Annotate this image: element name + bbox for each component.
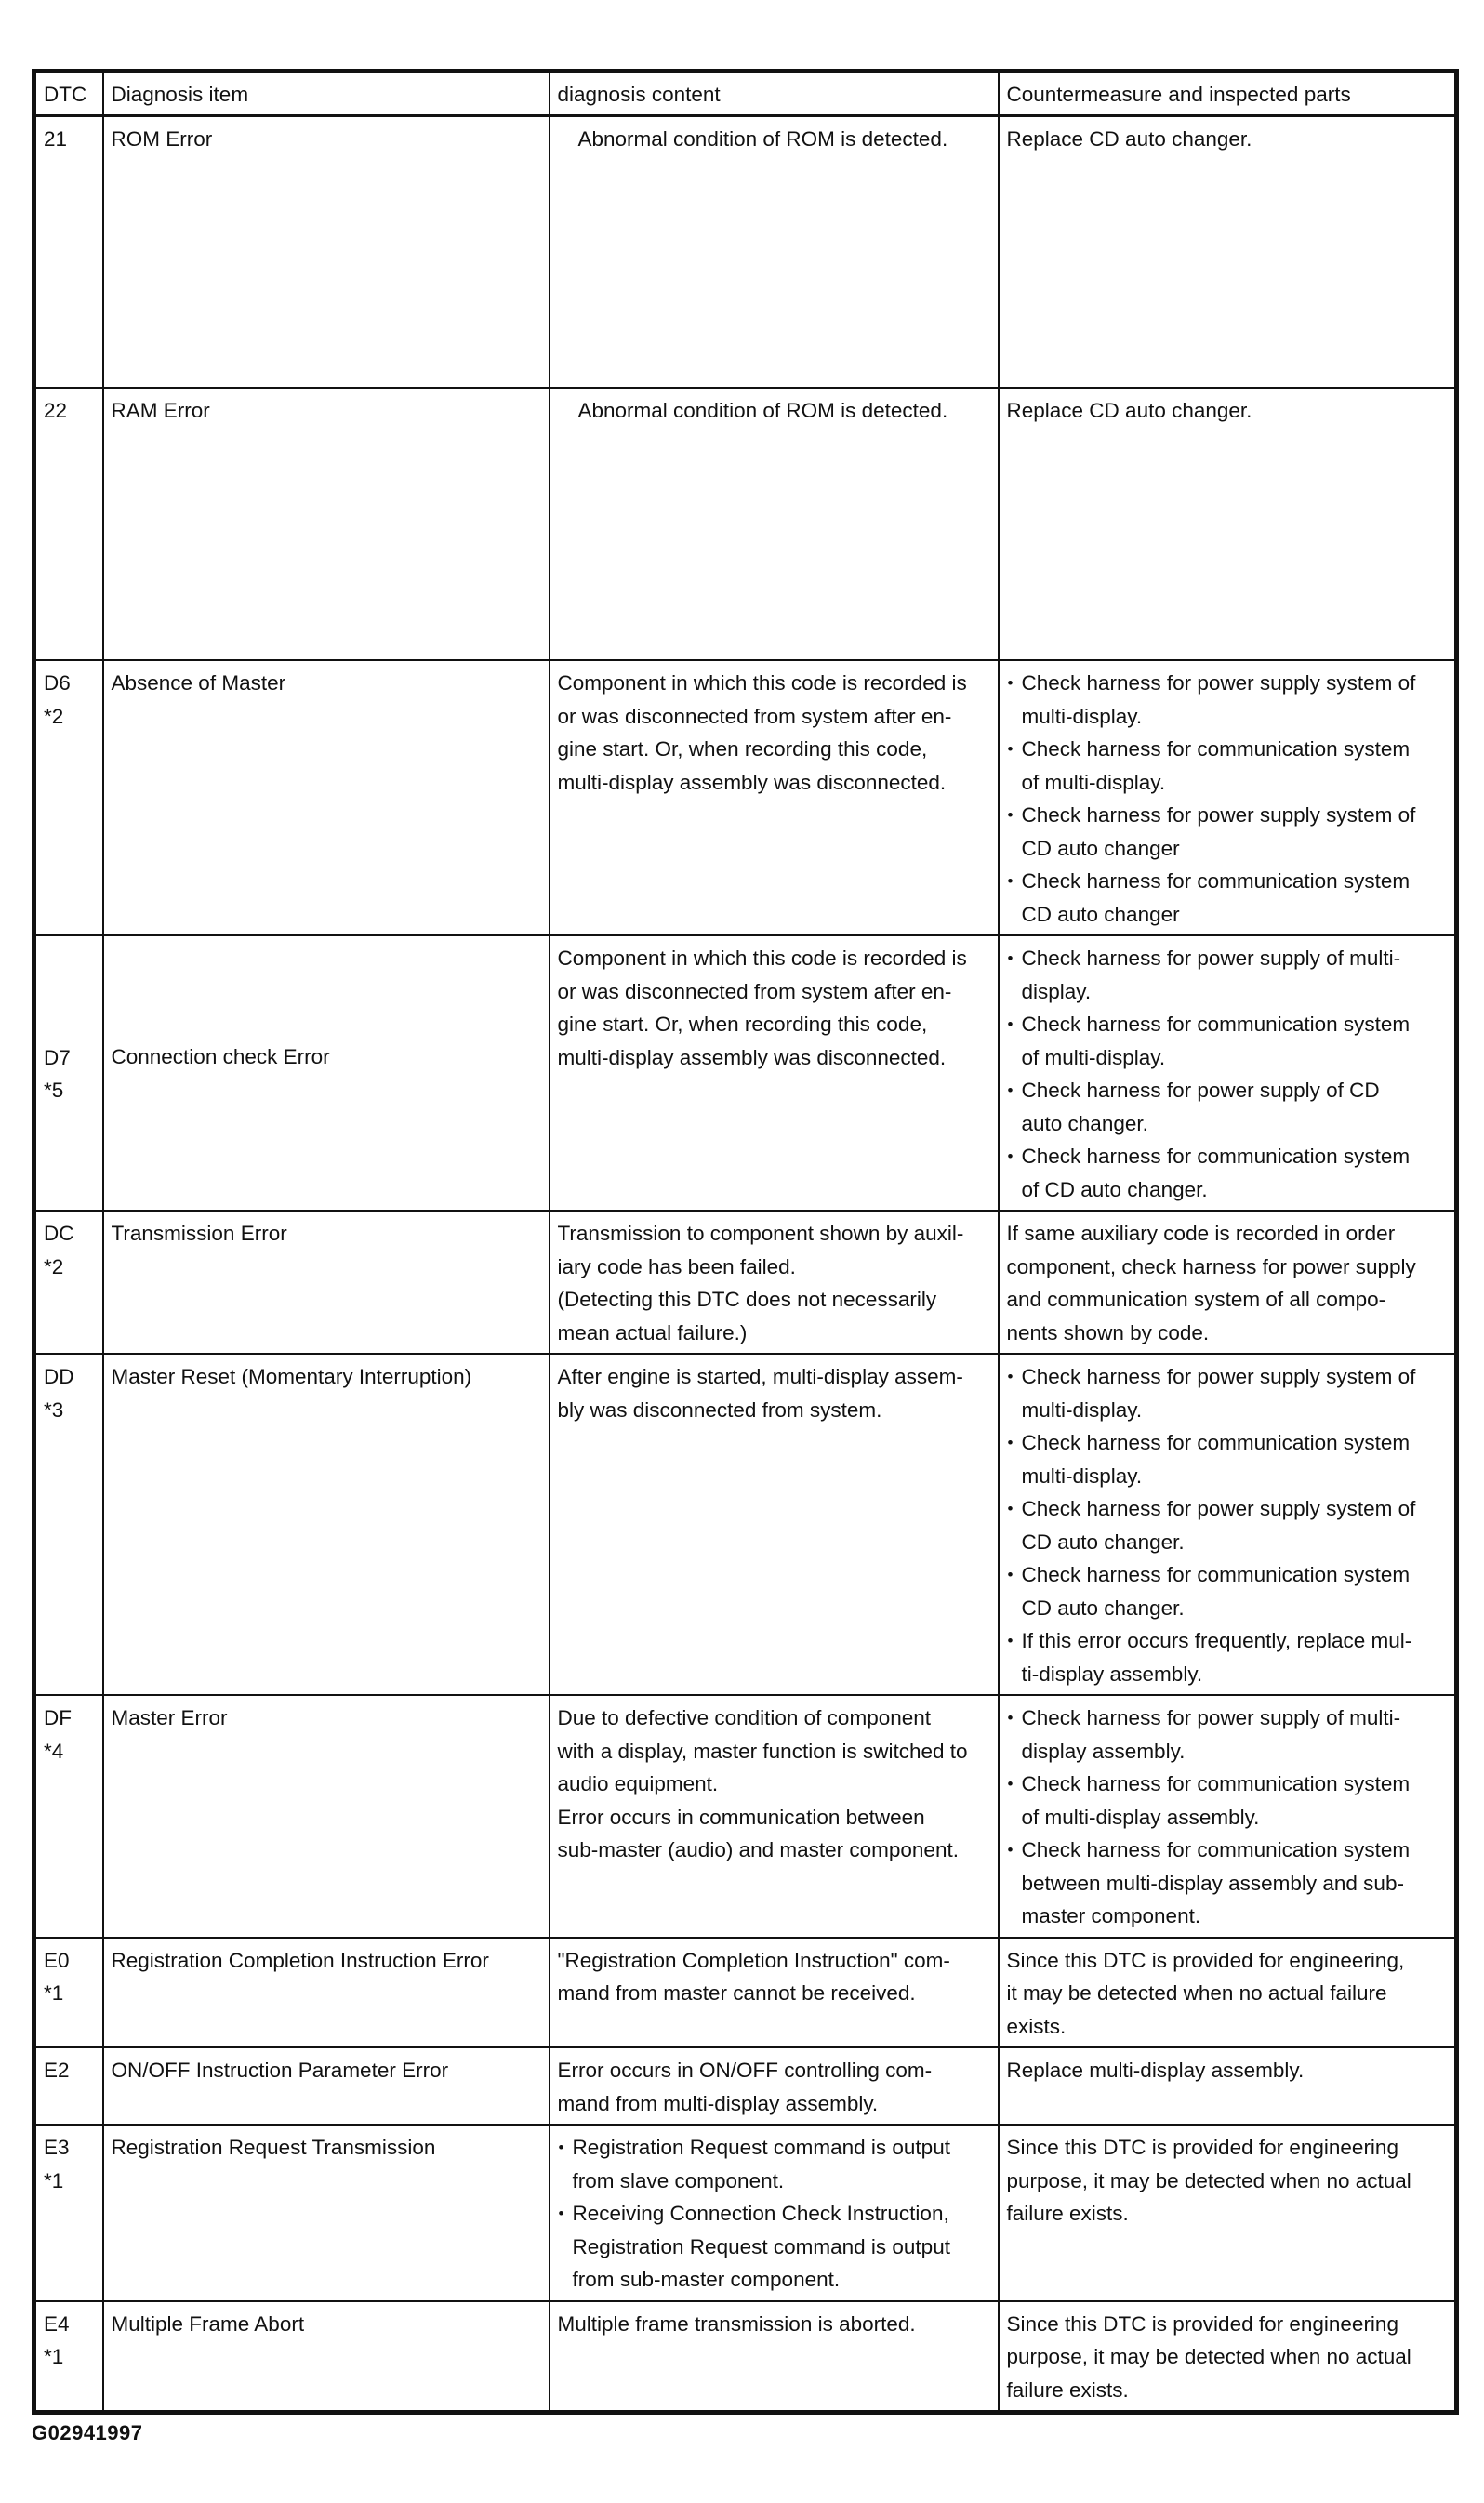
diagnosis-item-cell — [103, 2301, 550, 2413]
diagnosis-content-cell — [550, 388, 999, 660]
countermeasure-line: • Check harness for power supply of CD — [1021, 1079, 1380, 1102]
countermeasure-cell — [999, 2047, 1457, 2125]
countermeasure-line: display assembly. — [1021, 1739, 1186, 1763]
dtc-code: DD — [44, 1365, 74, 1388]
diagnosis-content-line: Registration Request command is output — [572, 2234, 950, 2258]
dtc-note-ref: *2 — [44, 704, 64, 728]
countermeasure-bullet — [1007, 1768, 1448, 1834]
diagnosis-item-text: Multiple Frame Abort — [111, 2311, 305, 2336]
header-diagnosis-item: Diagnosis item — [103, 72, 550, 116]
dtc-code-cell — [34, 1354, 103, 1695]
table-row — [34, 1695, 1457, 1938]
diagnosis-content-line: Multiple frame transmission is aborted. — [557, 2311, 916, 2336]
countermeasure-bullet — [1007, 733, 1448, 799]
countermeasure-bullet — [1007, 799, 1448, 865]
table-row — [34, 2301, 1457, 2413]
countermeasure-line: and communication system of all compo- — [1006, 1288, 1386, 1311]
diagnosis-content-line: multi-display assembly was disconnected. — [557, 1045, 947, 1069]
dtc-note-ref: *2 — [44, 1254, 64, 1278]
diagnosis-item-cell — [103, 115, 550, 388]
countermeasure-cell — [999, 1354, 1457, 1695]
diagnosis-content-line: After engine is started, multi-display assem- — [557, 1365, 963, 1388]
countermeasure-bullet — [1007, 865, 1448, 931]
diagnosis-content-line: mean actual failure.) — [557, 1320, 748, 1344]
diagnosis-content-text: Abnormal condition of ROM is detected. — [577, 399, 948, 422]
diagnosis-content-line: Due to defective condition of component — [557, 1706, 932, 1729]
countermeasure-cell — [999, 388, 1457, 660]
dtc-code-cell — [34, 1695, 103, 1938]
countermeasure-cell — [999, 1695, 1457, 1938]
countermeasure-line: master component. — [1021, 1904, 1201, 1927]
countermeasure-line: of multi-display. — [1021, 1045, 1166, 1069]
dtc-code: E0 — [44, 1948, 70, 1972]
countermeasure-line: Replace multi-display assembly. — [1006, 2059, 1305, 2082]
diagnosis-content-text: Abnormal condition of ROM is detected. — [577, 126, 948, 151]
dtc-note-ref: *3 — [44, 1397, 64, 1422]
dtc-code: E4 — [44, 2311, 70, 2336]
diagnosis-content-line: • Receiving Connection Check Instruction, — [572, 2202, 949, 2225]
countermeasure-line: • Check harness for communication system — [1021, 1772, 1411, 1795]
countermeasure-bullet — [1007, 1140, 1448, 1206]
countermeasure-line: between multi-display assembly and sub- — [1021, 1871, 1404, 1895]
countermeasure-cell — [999, 2125, 1457, 2301]
table-row — [34, 935, 1457, 1211]
diagnosis-content-line: gine start. Or, when recording this code, — [557, 737, 928, 761]
countermeasure-line: CD auto changer — [1021, 836, 1180, 860]
diagnosis-content-line: Error occurs in ON/OFF controlling com- — [557, 2059, 933, 2082]
dtc-code-cell — [34, 2047, 103, 2125]
countermeasure-line: of multi-display. — [1021, 770, 1166, 794]
diagnosis-content-line: or was disconnected from system after en- — [557, 704, 952, 728]
diagnosis-item-text: Master Error — [111, 1706, 228, 1729]
table-row — [34, 1211, 1457, 1354]
diagnosis-content-bullet — [558, 2131, 990, 2197]
header-countermeasure: Countermeasure and inspected parts — [999, 72, 1457, 116]
dtc-code-cell — [34, 1938, 103, 2048]
dtc-code-cell — [34, 660, 103, 935]
diagnosis-item-text: Transmission Error — [111, 1222, 287, 1245]
countermeasure-line: Since this DTC is provided for engineering — [1006, 2136, 1398, 2159]
countermeasure-line: • Check harness for communication system — [1021, 1431, 1411, 1454]
diagnosis-content-bullet — [558, 2197, 990, 2297]
countermeasure-bullet — [1007, 1360, 1448, 1426]
dtc-note-ref: *1 — [44, 1981, 64, 2005]
diagnosis-item-cell — [103, 2047, 550, 2125]
dtc-table — [32, 69, 1459, 2415]
diagnosis-content-line: Component in which this code is recorded is — [557, 671, 967, 695]
countermeasure-line: • Check harness for communication system — [1021, 1145, 1411, 1168]
diagnosis-item-cell — [103, 1354, 550, 1695]
diagnosis-content-cell — [550, 935, 999, 1211]
diagnosis-content-cell — [550, 1938, 999, 2048]
dtc-code: 22 — [44, 399, 68, 422]
diagnosis-item-text: ROM Error — [111, 126, 213, 151]
countermeasure-cell — [999, 1211, 1457, 1354]
countermeasure-line: display. — [1021, 979, 1092, 1003]
diagnosis-content-line: audio equipment. — [557, 1772, 719, 1795]
diagnosis-item-text: Registration Completion Instruction Error — [111, 1948, 489, 1972]
diagnosis-item-text: ON/OFF Instruction Parameter Error — [111, 2059, 449, 2082]
countermeasure-line: ti-display assembly. — [1021, 1662, 1203, 1686]
dtc-note-ref: *4 — [44, 1739, 64, 1763]
diagnosis-content-line: "Registration Completion Instruction" com- — [557, 1948, 950, 1972]
countermeasure-line: Since this DTC is provided for engineering, — [1006, 1948, 1405, 1972]
countermeasure-cell — [999, 935, 1457, 1211]
countermeasure-bullet — [1007, 667, 1448, 733]
table-row — [34, 2125, 1457, 2301]
countermeasure-bullet — [1007, 1558, 1448, 1624]
countermeasure-line: purpose, it may be detected when no actual — [1006, 2345, 1411, 2368]
dtc-code: DF — [44, 1706, 72, 1729]
dtc-code-cell — [34, 388, 103, 660]
countermeasure-line: auto changer. — [1021, 1111, 1148, 1135]
countermeasure-line: multi-display. — [1021, 1463, 1143, 1488]
table-row — [34, 660, 1457, 935]
dtc-code: D7 — [44, 1045, 71, 1069]
countermeasure-text: Replace CD auto changer. — [1006, 126, 1252, 151]
countermeasure-line: nents shown by code. — [1006, 1320, 1210, 1344]
diagnosis-item-cell — [103, 935, 550, 1211]
table-row — [34, 2047, 1457, 2125]
diagnosis-content-line: bly was disconnected from system. — [557, 1397, 882, 1422]
diagnosis-content-cell — [550, 1211, 999, 1354]
dtc-code: E3 — [44, 2136, 70, 2159]
diagnosis-item-text: Connection check Error — [111, 1045, 330, 1069]
countermeasure-line: CD auto changer. — [1021, 1596, 1185, 1620]
dtc-code: E2 — [44, 2059, 70, 2082]
diagnosis-content-line: from slave component. — [572, 2168, 785, 2192]
diagnosis-content-line: gine start. Or, when recording this code, — [557, 1013, 928, 1036]
countermeasure-line: exists. — [1006, 2014, 1067, 2038]
diagnosis-content-line: • Registration Request command is output — [572, 2136, 950, 2159]
dtc-code: DC — [44, 1222, 74, 1245]
diagnosis-item-text: RAM Error — [111, 399, 210, 422]
dtc-code: 21 — [44, 126, 68, 151]
table-row — [34, 115, 1457, 388]
diagnosis-item-text: Absence of Master — [111, 671, 286, 695]
countermeasure-cell — [999, 2301, 1457, 2413]
countermeasure-line: • Check harness for power supply of multi- — [1021, 1706, 1401, 1729]
countermeasure-cell — [999, 1938, 1457, 2048]
diagnosis-content-line: or was disconnected from system after en- — [557, 979, 952, 1003]
diagnosis-content-line: (Detecting this DTC does not necessarily — [557, 1288, 937, 1311]
diagnosis-item-cell — [103, 1211, 550, 1354]
countermeasure-cell — [999, 660, 1457, 935]
countermeasure-line: multi-display. — [1021, 704, 1143, 728]
diagnosis-item-cell — [103, 1695, 550, 1938]
countermeasure-bullet — [1007, 1426, 1448, 1492]
countermeasure-line: • Check harness for communication system — [1021, 1013, 1411, 1036]
header-diagnosis-content: diagnosis content — [550, 72, 999, 116]
diagnosis-item-text: Registration Request Transmission — [111, 2136, 436, 2159]
dtc-code-cell — [34, 115, 103, 388]
countermeasure-line: failure exists. — [1006, 2202, 1129, 2225]
diagnosis-item-cell — [103, 660, 550, 935]
diagnosis-content-line: Transmission to component shown by auxil- — [557, 1222, 964, 1245]
diagnosis-content-line: multi-display assembly was disconnected. — [557, 770, 947, 794]
diagnosis-content-line: from sub-master component. — [572, 2268, 841, 2291]
countermeasure-line: • Check harness for power supply system of — [1021, 1365, 1416, 1388]
countermeasure-line: multi-display. — [1021, 1397, 1143, 1422]
countermeasure-bullet — [1007, 1492, 1448, 1558]
diagnosis-content-cell — [550, 2047, 999, 2125]
countermeasure-list — [1007, 667, 1448, 931]
countermeasure-list — [1007, 1360, 1448, 1690]
countermeasure-text: Replace CD auto changer. — [1006, 399, 1252, 422]
countermeasure-list — [1007, 1702, 1448, 1933]
countermeasure-bullet — [1007, 1834, 1448, 1933]
countermeasure-bullet — [1007, 942, 1448, 1008]
table-header-row — [34, 72, 1457, 116]
diagnosis-content-cell — [550, 660, 999, 935]
diagnosis-item-cell — [103, 1938, 550, 2048]
countermeasure-bullet — [1007, 1074, 1448, 1140]
figure-code: G02941997 — [32, 2421, 143, 2444]
diagnosis-item-cell — [103, 2125, 550, 2301]
dtc-code-cell — [34, 935, 103, 1211]
dtc-note-ref: *5 — [44, 1079, 64, 1102]
diagnosis-content-cell — [550, 1354, 999, 1695]
countermeasure-line: purpose, it may be detected when no actual — [1006, 2168, 1411, 2192]
countermeasure-line: • Check harness for power supply system of — [1021, 803, 1416, 827]
table-row — [34, 388, 1457, 660]
countermeasure-line: If same auxiliary code is recorded in order — [1006, 1222, 1396, 1245]
countermeasure-line: CD auto changer. — [1021, 1530, 1185, 1554]
dtc-code-cell — [34, 1211, 103, 1354]
countermeasure-line: • Check harness for communication system — [1021, 737, 1411, 761]
countermeasure-line: • Check harness for communication system — [1021, 1838, 1411, 1861]
countermeasure-list — [1007, 942, 1448, 1206]
countermeasure-bullet — [1007, 1008, 1448, 1074]
dtc-code-cell — [34, 2301, 103, 2413]
dtc-note-ref: *1 — [44, 2345, 64, 2368]
countermeasure-line: component, check harness for power supply — [1006, 1254, 1416, 1278]
diagnosis-content-cell — [550, 115, 999, 388]
countermeasure-line: • Check harness for power supply system of — [1021, 1497, 1416, 1520]
diagnosis-content-line: with a display, master function is switched to — [557, 1739, 968, 1763]
diagnosis-content-line: mand from multi-display assembly. — [557, 2091, 879, 2115]
diagnosis-content-list — [558, 2131, 990, 2297]
countermeasure-bullet — [1007, 1624, 1448, 1690]
countermeasure-line: • Check harness for power supply of multi- — [1021, 947, 1401, 970]
diagnosis-content-cell — [550, 2301, 999, 2413]
dtc-code: D6 — [44, 671, 71, 695]
diagnosis-item-text: Master Reset (Momentary Interruption) — [111, 1365, 472, 1388]
countermeasure-line: of CD auto changer. — [1021, 1177, 1208, 1201]
countermeasure-line: failure exists. — [1006, 2377, 1129, 2402]
countermeasure-line: • If this error occurs frequently, replace mul- — [1021, 1629, 1412, 1652]
diagnosis-content-cell — [550, 1695, 999, 1938]
countermeasure-line: • Check harness for communication system — [1021, 869, 1411, 893]
diagnosis-content-line: sub-master (audio) and master component. — [557, 1838, 959, 1861]
header-dtc: DTC — [34, 72, 103, 116]
countermeasure-cell — [999, 115, 1457, 388]
countermeasure-line: it may be detected when no actual failure — [1006, 1981, 1387, 2005]
diagnosis-content-cell — [550, 2125, 999, 2301]
diagnosis-content-line: mand from master cannot be received. — [557, 1981, 916, 2005]
diagnosis-content-line: iary code has been failed. — [557, 1254, 796, 1278]
countermeasure-line: of multi-display assembly. — [1021, 1805, 1260, 1829]
dtc-code-cell — [34, 2125, 103, 2301]
diagnosis-item-cell — [103, 388, 550, 660]
countermeasure-line: • Check harness for power supply system of — [1021, 671, 1416, 695]
dtc-note-ref: *1 — [44, 2168, 64, 2192]
countermeasure-line: Since this DTC is provided for engineering — [1006, 2311, 1398, 2336]
countermeasure-line: CD auto changer — [1021, 902, 1180, 926]
table-row — [34, 1938, 1457, 2048]
diagnosis-content-line: Error occurs in communication between — [557, 1805, 925, 1829]
countermeasure-bullet — [1007, 1702, 1448, 1768]
table-row — [34, 1354, 1457, 1695]
countermeasure-line: • Check harness for communication system — [1021, 1563, 1411, 1586]
diagnosis-content-line: Component in which this code is recorded is — [557, 947, 967, 970]
